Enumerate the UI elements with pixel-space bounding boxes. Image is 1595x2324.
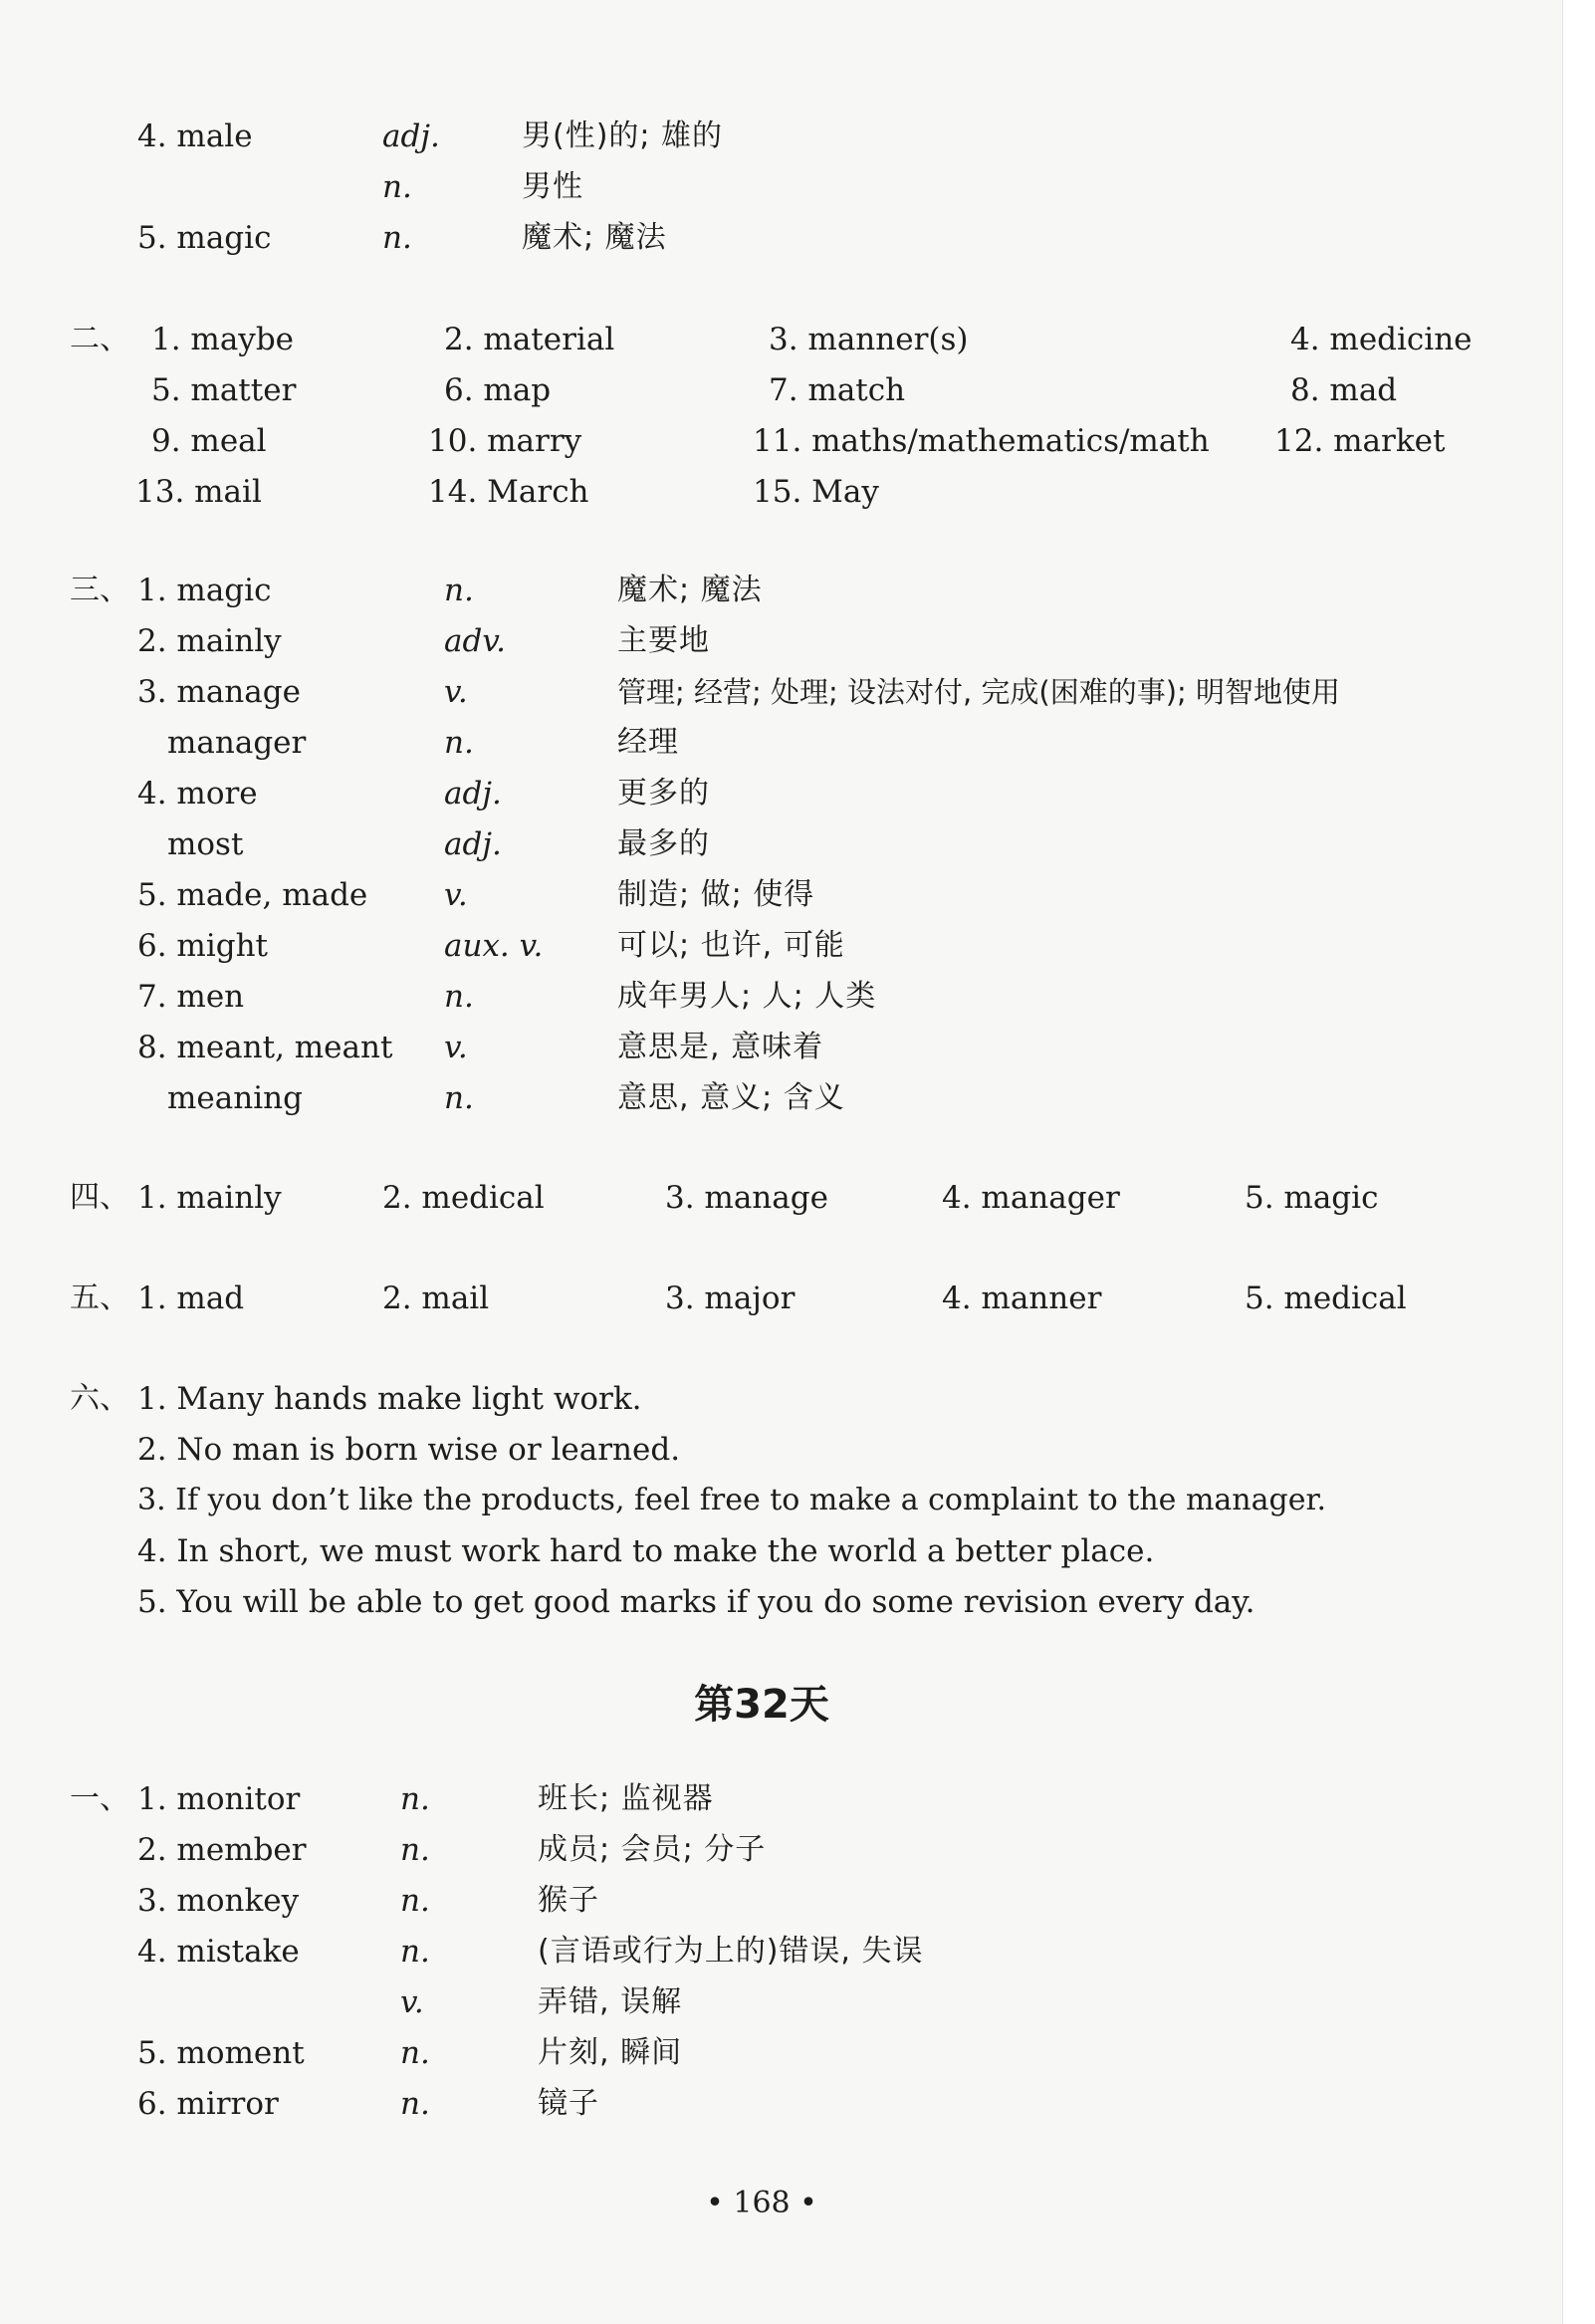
entry-pos: n.	[400, 1883, 430, 1919]
entry-meaning: 可以; 也许, 可能	[617, 928, 845, 963]
answer-cell: 5. magic	[1245, 1180, 1379, 1216]
vocab-row	[0, 112, 1595, 161]
answer-cell: 3. major	[665, 1280, 796, 1316]
grid-row	[0, 416, 1595, 466]
section-marker: 六、	[70, 1381, 129, 1416]
entry-meaning: 管理; 经营; 处理; 设法对付, 完成(困难的事); 明智地使用	[617, 675, 1341, 709]
vocab-row	[0, 870, 1595, 920]
entry-word: 6. mirror	[137, 2086, 279, 2122]
entry-pos: n.	[400, 1781, 430, 1817]
vocab-row	[0, 162, 1595, 212]
entry-pos: n.	[382, 169, 412, 205]
entry-word: 5. made, made	[137, 877, 368, 913]
vocab-row	[0, 667, 1595, 717]
day-title: 第32天	[694, 1682, 829, 1728]
entry-word: 2. member	[137, 1832, 307, 1868]
entry-meaning: 魔术; 魔法	[522, 220, 667, 255]
entry-pos: adv.	[444, 623, 507, 659]
entry-pos: n.	[444, 1080, 474, 1116]
answer-cell: 3. manner(s)	[769, 322, 969, 357]
vocab-row	[0, 1927, 1595, 1976]
sentence-row	[0, 1374, 1595, 1424]
answer-cell: 1. maybe	[151, 322, 295, 357]
vocab-row	[0, 1774, 1595, 1824]
vocab-row	[0, 213, 1595, 263]
answer-cell: 11. maths/mathematics/math	[753, 423, 1210, 459]
sentence-row	[0, 1425, 1595, 1475]
entry-meaning: 经理	[617, 725, 679, 760]
entry-pos: adj.	[444, 776, 502, 812]
entry-pos: n.	[400, 2086, 430, 2122]
answer-cell: 7. match	[769, 372, 906, 408]
sentence-row	[0, 1476, 1595, 1525]
sentence-row	[0, 1577, 1595, 1627]
entry-pos: n.	[444, 979, 474, 1015]
entry-pos: n.	[382, 220, 412, 256]
answer-cell: 2. mail	[382, 1280, 490, 1316]
section-marker: 二、	[70, 322, 129, 356]
vocab-row	[0, 718, 1595, 768]
entry-meaning: 弄错, 误解	[538, 1984, 683, 2019]
entry-word: 4. more	[137, 776, 258, 812]
entry-pos: aux. v.	[444, 928, 544, 964]
entry-pos: adj.	[444, 826, 502, 862]
section-marker: 四、	[70, 1180, 129, 1215]
entry-word: 5. magic	[137, 220, 272, 256]
entry-word: 4. male	[137, 118, 253, 154]
entry-pos: v.	[444, 1030, 468, 1065]
sentence: 3. If you don’t like the products, feel free to make a complaint to the manager.	[137, 1483, 1327, 1517]
entry-word: 7. men	[137, 979, 245, 1015]
entry-word: 4. mistake	[137, 1934, 300, 1970]
entry-meaning: 主要地	[617, 623, 710, 658]
sentence: 1. Many hands make light work.	[137, 1381, 642, 1417]
answer-cell: 1. mad	[137, 1280, 245, 1316]
entry-word: 6. might	[137, 928, 269, 964]
section-marker: 五、	[70, 1280, 129, 1315]
section-4	[0, 1173, 1595, 1223]
answer-cell: 2. material	[444, 322, 615, 357]
answer-cell: 13. mail	[135, 474, 262, 510]
vocab-row	[0, 1876, 1595, 1926]
entry-meaning: 魔术; 魔法	[617, 573, 763, 607]
entry-pos: n.	[400, 1832, 430, 1868]
entry-word: most	[167, 826, 244, 862]
page-number: • 168 •	[706, 2186, 817, 2220]
vocab-row	[0, 2028, 1595, 2078]
vocab-row	[0, 1977, 1595, 2027]
entry-word: 1. magic	[137, 573, 272, 608]
answer-cell: 2. medical	[382, 1180, 545, 1216]
answer-cell: 6. map	[444, 372, 552, 408]
entry-pos: v.	[444, 674, 468, 710]
vocab-row	[0, 1825, 1595, 1875]
vocab-row	[0, 2079, 1595, 2129]
sentence: 4. In short, we must work hard to make the world a better place.	[137, 1533, 1155, 1569]
answer-cell: 4. medicine	[1290, 322, 1473, 357]
grid-row	[0, 365, 1595, 415]
entry-word: 2. mainly	[137, 623, 282, 659]
section-5	[0, 1274, 1595, 1323]
sentence: 2. No man is born wise or learned.	[137, 1432, 681, 1468]
entry-pos: v.	[400, 1984, 424, 2020]
entry-pos: n.	[444, 573, 474, 608]
answer-cell: 5. medical	[1245, 1280, 1407, 1316]
entry-meaning: 班长; 监视器	[538, 1781, 714, 1816]
entry-pos: n.	[444, 725, 474, 761]
entry-word: 3. monkey	[137, 1883, 300, 1919]
answer-cell: 12. market	[1274, 423, 1446, 459]
page-edge	[1562, 0, 1595, 2324]
sentence: 5. You will be able to get good marks if you do some revision every day.	[137, 1584, 1255, 1620]
answer-cell: 4. manager	[942, 1180, 1120, 1216]
entry-meaning: 制造; 做; 使得	[617, 877, 815, 912]
answer-cell: 1. mainly	[137, 1180, 282, 1216]
entry-pos: n.	[400, 2035, 430, 2071]
vocab-row	[0, 972, 1595, 1022]
section-marker: 一、	[70, 1781, 129, 1816]
entry-meaning: 意思是, 意味着	[617, 1030, 824, 1064]
entry-word: meaning	[167, 1080, 303, 1116]
vocab-row	[0, 616, 1595, 666]
entry-meaning: 男性	[522, 169, 583, 204]
sentence-row	[0, 1526, 1595, 1576]
entry-word: 1. monitor	[137, 1781, 301, 1817]
answer-cell: 9. meal	[151, 423, 267, 459]
vocab-row	[0, 1023, 1595, 1072]
entry-pos: v.	[444, 877, 468, 913]
answer-cell: 5. matter	[151, 372, 297, 408]
section-marker: 三、	[70, 573, 129, 607]
answer-cell: 15. May	[753, 474, 879, 510]
entry-word: manager	[167, 725, 307, 761]
answer-cell: 4. manner	[942, 1280, 1102, 1316]
entry-meaning: 最多的	[617, 826, 710, 861]
grid-row	[0, 467, 1595, 517]
entry-meaning: (言语或行为上的)错误, 失误	[538, 1934, 924, 1969]
vocab-row	[0, 819, 1595, 869]
entry-meaning: 男(性)的; 雄的	[522, 118, 724, 153]
entry-meaning: 更多的	[617, 776, 710, 811]
entry-pos: adj.	[382, 118, 440, 154]
entry-meaning: 成员; 会员; 分子	[538, 1832, 767, 1867]
entry-meaning: 镜子	[538, 2086, 599, 2121]
entry-meaning: 成年男人; 人; 人类	[617, 979, 877, 1014]
entry-meaning: 片刻, 瞬间	[538, 2035, 683, 2070]
answer-cell: 10. marry	[428, 423, 582, 459]
entry-meaning: 意思, 意义; 含义	[617, 1080, 845, 1115]
vocab-row	[0, 1073, 1595, 1123]
answer-cell: 3. manage	[665, 1180, 828, 1216]
answer-cell: 14. March	[428, 474, 589, 510]
vocab-row	[0, 769, 1595, 818]
vocab-row	[0, 566, 1595, 615]
answer-cell: 8. mad	[1290, 372, 1398, 408]
entry-word: 8. meant, meant	[137, 1030, 393, 1065]
entry-word: 5. moment	[137, 2035, 305, 2071]
vocab-row	[0, 921, 1595, 971]
entry-word: 3. manage	[137, 674, 301, 710]
entry-meaning: 猴子	[538, 1883, 599, 1918]
entry-pos: n.	[400, 1934, 430, 1970]
grid-row	[0, 315, 1595, 364]
